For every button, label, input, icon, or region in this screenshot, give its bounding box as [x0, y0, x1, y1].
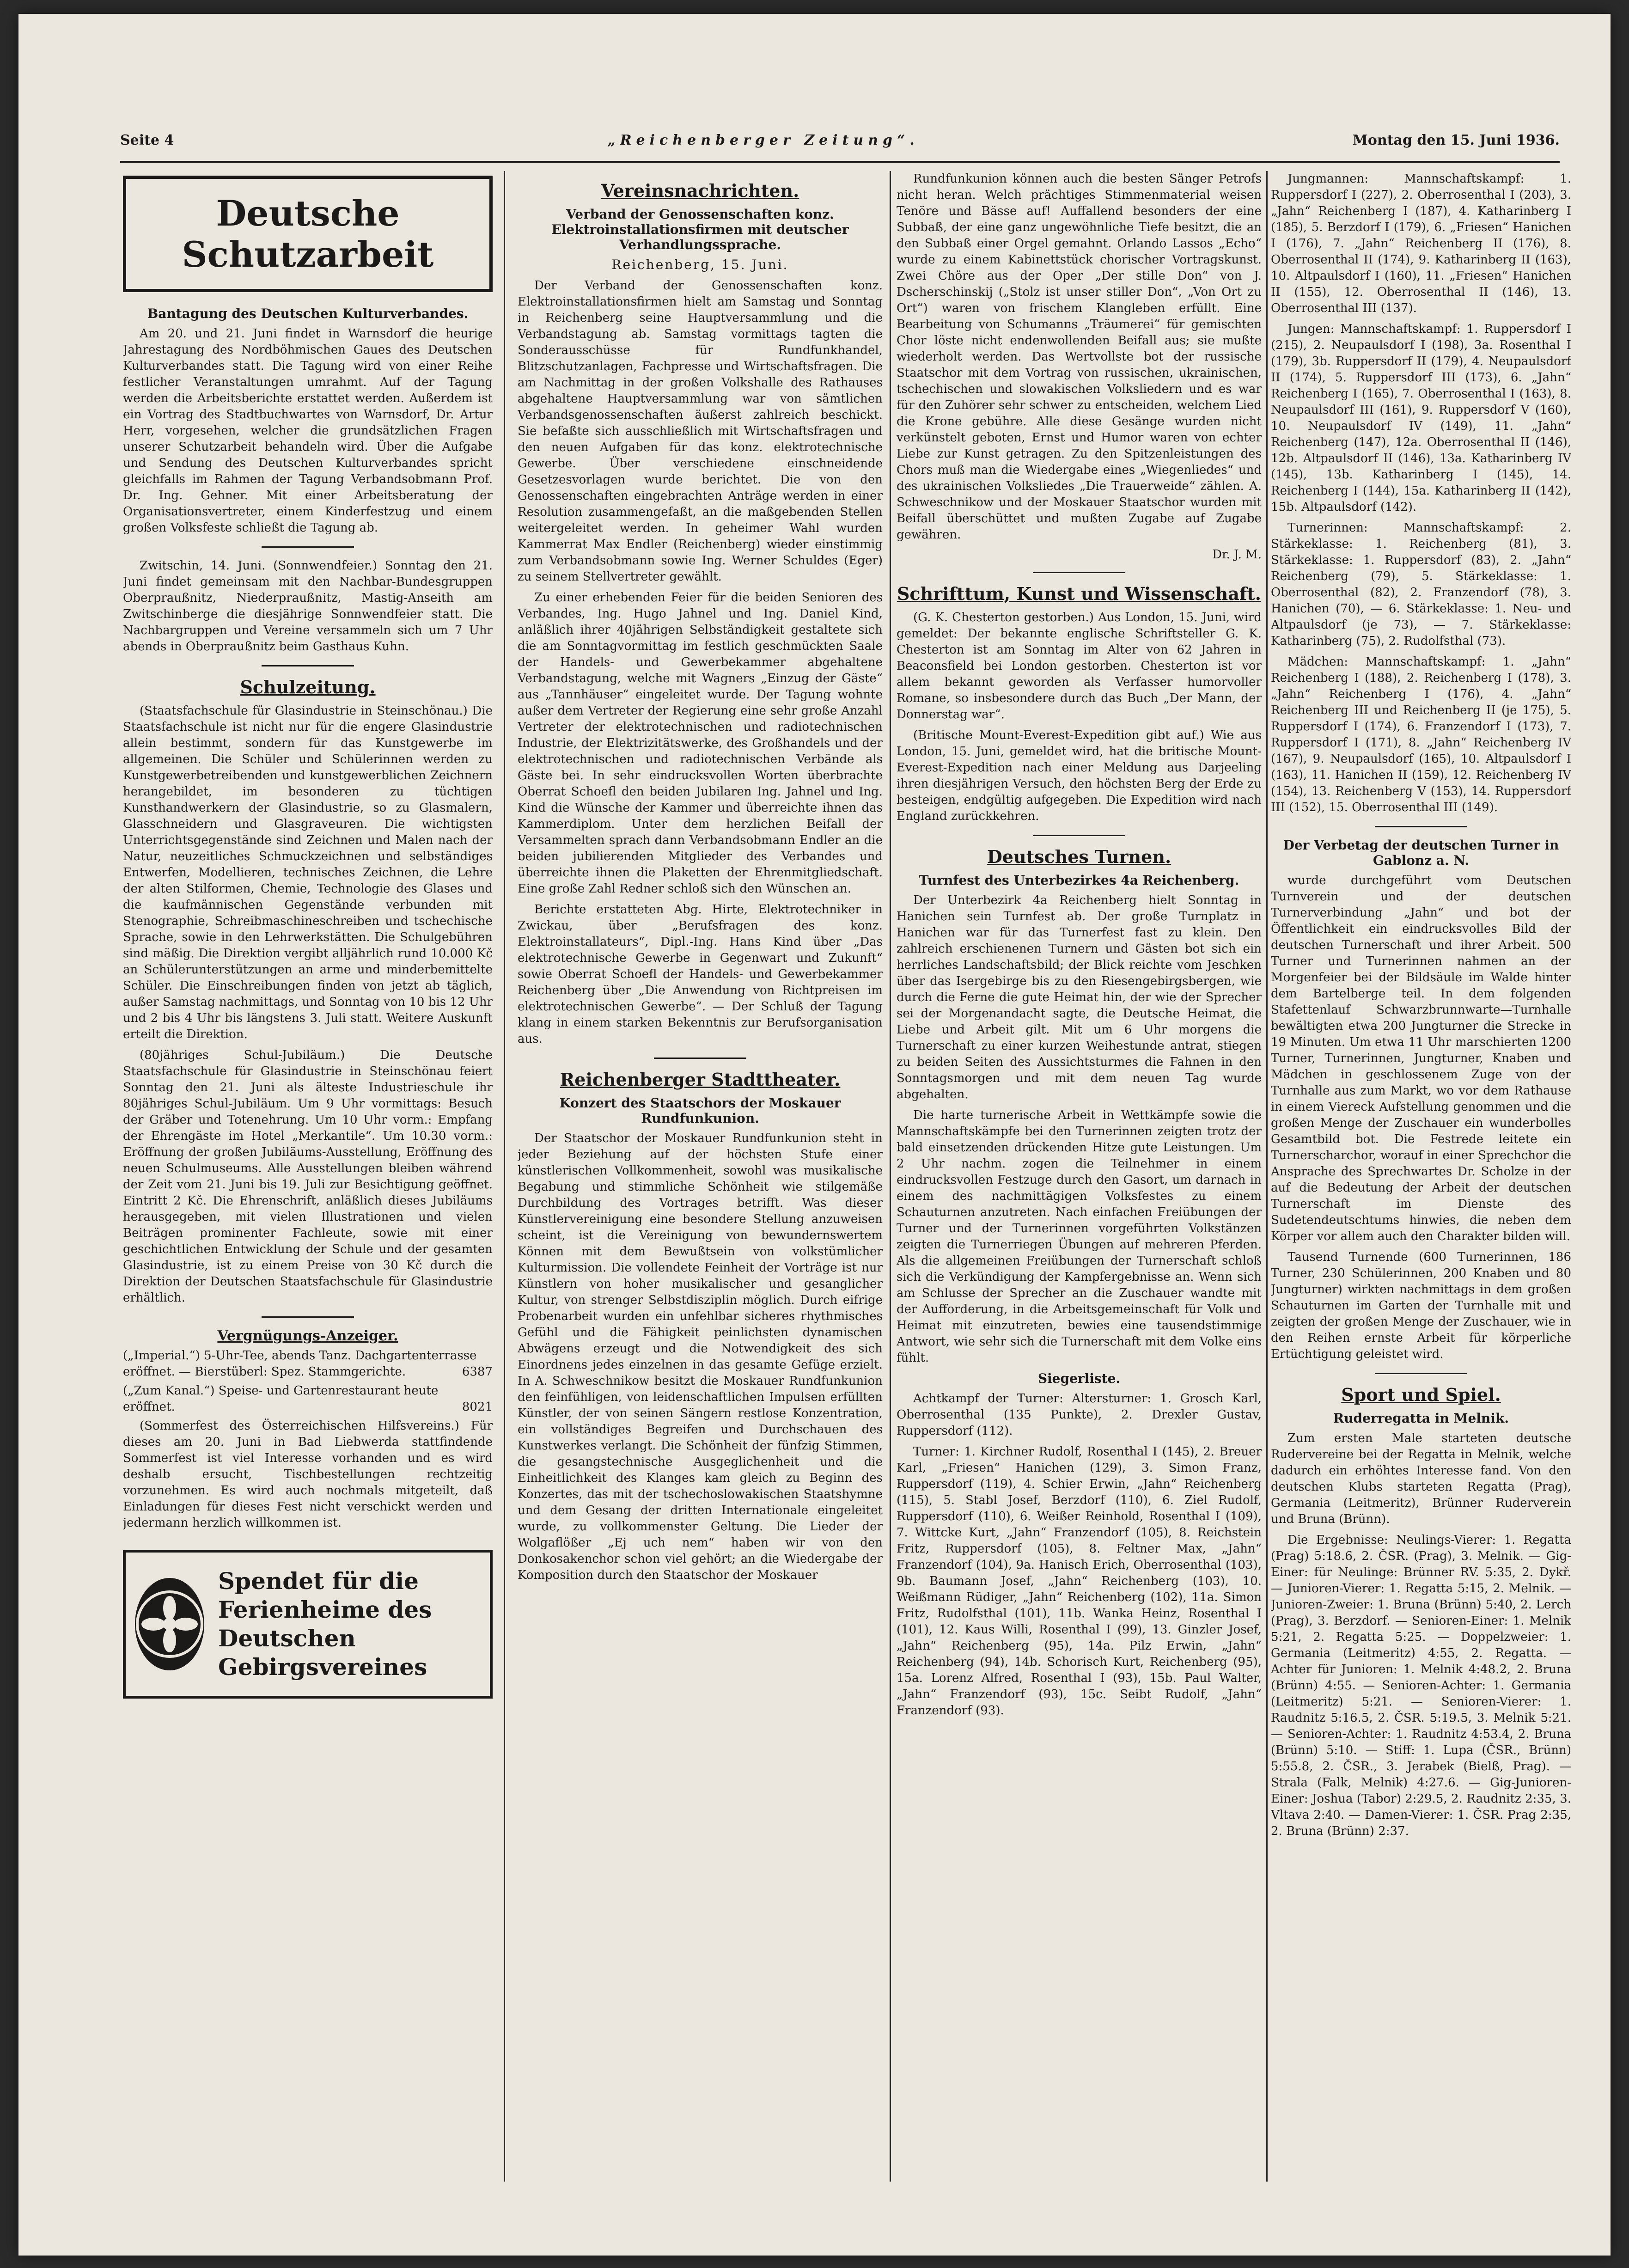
section-title-turnen: Deutsches Turnen. [987, 846, 1171, 867]
section-title-schrifttum: Schrifttum, Kunst und Wissenschaft. [897, 583, 1262, 604]
article-paragraph: Am 20. und 21. Juni findet in Warnsdorf die heurige Jahrestagung des Nordböhmischen Gaues des Deutschen Kulturverbandes statt. Die Tagung wird von einer Reihe festlicher Veranstaltungen umrahmt. Auf der Tagung werden die Arbeitsberichte erstattet werden. Außerdem ist ein Vortrag des Stadtbuchwartes von Warnsdorf, Dr. Artur Herr, vorgesehen, welcher die grundsätzlichen Fragen unserer Schutzarbeit behandeln wird. Über die Aufgabe und Sendung des Deutschen Kulturverbandes spricht gleichfalls im Rahmen der Tagung Verbandsobmann Prof. Dr. Ing. Gehner. Mit einer Arbeitsberatung der Organisationsvertreter, einem Kinderfestzug und einem großen Volksfeste schließt die Tagung ab. [123, 327, 493, 535]
article-paragraph: (G. K. Chesterton gestorben.) Aus London, 15. Juni, wird gemeldet: Der bekannte englische Schriftsteller G. K. Chesterton ist am Sonntag im Alter von 62 Jahren in Beaconsfield bei London gestorben. Chesterton ist vor allem bekannt geworden als Verfasser humorvoller Romane, so insbesondere durch das Buch „Der Mann, der Donnerstag war“. [897, 611, 1262, 721]
ad-number: 8021 [462, 1400, 493, 1414]
column-3 [897, 171, 1262, 2182]
divider [654, 1058, 746, 1059]
column-1 [123, 171, 493, 2182]
divider [262, 1316, 354, 1318]
ad-entry [123, 1383, 493, 1415]
section-title-vergnuegungen: Vergnügungs-Anzeiger. [217, 1328, 398, 1344]
article-paragraph: Turner: 1. Kirchner Rudolf, Rosenthal I (145), 2. Breuer Karl, „Friesen“ Hanichen (129), 3. Simon Franz, Ruppersdorf (119), 4. Schier Erwin, „Jahn“ Reichenberg (115), 5. Stabl Josef, Berzdorf (110), 6. Ziel Rudolf, Ruppersdorf (110), 6. Weißer Reinhold, Rosenthal I (109), 7. Wittcke Kurt, „Jahn“ Franzendorf (105), 8. Reichstein Fritz, Ruppersdorf (105), 8. Feltner Max, „Jahn“ Franzendorf (104), 9a. Hanisch Erich, Oberrosenthal (103), 9b. Baumann Josef, „Jahn“ Reichenberg (103), 10. Weißmann Rüdiger, „Jahn“ Reichenberg (102), 11a. Simon Fritz, Rudolfsthal (101), 11b. Wanka Heinz, Rosenthal I (101), 12. Kaus Willi, Rosenthal I (99), 13. Ginzler Josef, „Jahn“ Reichenberg (95), 14a. Pilz Erwin, „Jahn“ Reichenberg (94), 14b. Schorisch Kurt, Reichenberg (95), 15a. Lorenz Alfred, Rosenthal I (93), 15b. Paul Walter, „Jahn“ Franzendorf (93), 15c. Seibt Rudolf, „Jahn“ Franzendorf (93). [897, 1445, 1262, 1718]
article-subtitle: Turnfest des Unterbezirkes 4a Reichenberg. [919, 873, 1239, 888]
article-subtitle: Bantagung des Deutschen Kulturverbandes. [147, 306, 469, 321]
column-2 [518, 171, 883, 2182]
article-paragraph: (Staatsfachschule für Glasindustrie in Steinschönau.) Die Staatsfachschule ist nicht nur für die engere Glasindustrie allein bestimmt, sondern für das Kunstgewerbe im allgemeinen. Die Schüler und Schülerinnen werden zu Kunstgewerbetreibenden und kunstgewerblichen Zeichnern herangebildet, im besonderen zu tüchtigen Kunsthandwerkern der Glasindustrie, so zu Glasmalern, Glasschneidern und Glasgraveuren. Die wichtigsten Unterrichtsgegenstände sind Zeichnen und Malen nach der Natur, neuzeitliches Schmuckzeichnen und selbständiges Entwerfen, Modellieren, technisches Zeichnen, die Lehre der alten Stilformen, Chemie, Technologie des Glases und die kaufmännischen Gegenstände verbunden mit Stenographie, Schreibmaschineschreiben und tschechische Sprache, sowie in den Lehrwerkstätten. Die Schulgebühren sind mäßig. Die Direktion vergibt alljährlich rund 10.000 Kč an Schülerunterstützungen an arme und minderbemittelte Schüler. Die Einschreibungen finden von jetzt ab täglich, außer Samstag nachmittags, und Sonntag von 10 bis 12 Uhr und 2 bis 4 Uhr bis längstens 3. Juli statt. Weitere Auskunft erteilt die Direktion. [123, 704, 493, 1041]
edelweiss-emblem-icon [135, 1578, 204, 1670]
column-rule [1266, 171, 1268, 2182]
article-paragraph: wurde durchgeführt vom Deutschen Turnverein und der deutschen Turnerverbindung „Jahn“ und bot der Öffentlichkeit ein eindrucksvolles Bild der deutschen Turnerschaft und ihrer Arbeit. 500 Turner und Turnerinnen nahmen an der Morgenfeier bei der Bildsäule im Walde hinter dem Bartelberge teil. In dem folgenden Stafettenlauf Schwarzbrunnwarte—Turnhalle bewältigten etwa 200 Jungturner die Strecke in 19 Minuten. Um etwa 11 Uhr marschierten 1200 Turner, Turnerinnen, Jungturner, Knaben und Mädchen in geschlossenem Zuge von der Turnhalle aus zum Markt, wo vor dem Rathause in einem Viereck Aufstellung genommen und die großen Menge der Zuschauer ein wunderbolles Gesamtbild bot. Die Festrede leitete ein Turnerscharchor, worauf in einer Sprechchor die Ansprache des Sprechwartes Dr. Scholze in der auf die Bedeutung der Arbeit der deutschen Turnerschaft im Dienste des Sudetendeutschtums hinwies, die neben dem Körper vor allem auch den Charakter bilden will. [1271, 874, 1571, 1243]
divider [1033, 835, 1125, 836]
ad-text: („Zum Kanal.“) Speise- und Gartenrestaurant heute eröffnet. [123, 1384, 439, 1414]
article-paragraph: Die harte turnerische Arbeit in Wettkämpfe sowie die Mannschaftskämpfe bei den Turnerinnen zeigten trotz der bald einsetzenden drückenden Hitze gute Leistungen. Um 2 Uhr nachm. zogen die Teilnehmer in einem eindrucksvollen Festzuge durch den Gasort, um darnach in einem des nachmittägigen Volksfestes zu einem Schauturnen anzutreten. Nach einfachen Freiübungen der Turner und der Turnerinnen vorgeführten Volkstänzen zeigten die Turnerriegen Übungen auf mehreren Pferden. Als die allgemeinen Freiübungen der Turnerschaft schloß sich die Verkündigung der Kampfergebnisse an. Wenn sich am Schlusse der Sprecher an die Zuschauer wandte mit der Aufforderung, in die Arbeitsgemeinschaft für Volk und Heimat mit einzutreten, bewies eine tausendstimmige Antwort, wie sehr sich die Turnerschaft mit dem Volke eins fühlt. [897, 1108, 1262, 1365]
issue-date: Montag den 15. Juni 1936. [1352, 132, 1560, 148]
page-number: Seite 4 [120, 132, 174, 148]
newspaper-page [18, 14, 1611, 2256]
ad-number: 6387 [462, 1365, 493, 1379]
article-paragraph: Mädchen: Mannschaftskampf: 1. „Jahn“ Reichenberg I (188), 2. Reichenberg I (178), 3. „Jahn“ Reichenberg I (176), 4. „Jahn“ Reichenberg III und Reichenberg II (je 175), 5. Ruppersdorf I (174), 6. Franzendorf I (173), 7. Ruppersdorf I (171), 8. „Jahn“ Reichenberg IV (167), 9. Neupaulsdorf (165), 10. Altpaulsdorf I (163), 11. Hanichen II (159), 12. Reichenberg IV (154), 13. Reichenberg V (153), 14. Ruppersdorf III (152), 15. Oberrosenthal III (149). [1271, 655, 1571, 814]
article-paragraph: Jungmannen: Mannschaftskampf: 1. Ruppersdorf I (227), 2. Oberrosenthal I (203), 3. „Jahn“ Reichenberg I (187), 4. Katharinberg I (185), 5. Berzdorf I (179), 6. „Friesen“ Hanichen I (176), 7. „Jahn“ Reichenberg II (176), 8. Oberrosenthal II (174), 9. Katharinberg II (163), 10. Altpaulsdorf I (160), 11. „Friesen“ Hanichen II (155), 12. Oberrosenthal II (146), 13. Oberrosenthal III (137). [1271, 172, 1571, 315]
article-paragraph: (80jähriges Schul-Jubiläum.) Die Deutsche Staatsfachschule für Glasindustrie in Steinschönau feiert Sonntag den 21. Juni als älteste Industrieschule ihr 80jähriges Schul-Jubiläum. Um 9 Uhr vormittags: Besuch der Gräber und Totenehrung. Um 10 Uhr vorm.: Empfang der Ehrengäste im Hotel „Merkantile“. Um 10.30 vorm.: Eröffnung der großen Jubiläums-Ausstellung, Eröffnung des neuen Schulmuseums. Alle Ausstellungen bleiben während der Zeit vom 21. Juni bis 19. Juli zur Besichtigung geöffnet. Eintritt 2 Kč. Die Ehrenschrift, anläßlich dieses Jubiläums herausgegeben, mit vielen Illustrationen und vielen Beiträgen prominenter Fachleute, sowie mit einer geschichtlichen Entwicklung der Schule und der gesamten Glasindustrie, ist zu einem Preise von 30 Kč durch die Direktion der Deutschen Staatsfachschule für Glasindustrie erhältlich. [123, 1048, 493, 1305]
article-paragraph: Rundfunkunion können auch die besten Sänger Petrofs nicht heran. Welch prächtiges Stimmenmaterial weisen Tenöre und Bässe auf! Auffallend besonders der eine Subbaß, der eine ganz ungewöhnliche Tiefe besitzt, die an den Subbaß einer Orgel gemahnt. Orlando Lassos „Echo“ wurde zu einem Kabinettstück chorischer Vortragskunst. Zwei Chöre aus der Oper „Der stille Don“ von J. Dscherschinskij („Stolz ist unser stiller Don“, „Von Ort zu Ort“) waren von frischem Klangleben erfüllt. Eine Bearbeitung von Schumanns „Träumerei“ für gemischten Chor löste nicht endenwollenden Beifall aus; sie mußte wiederholt werden. Das Wertvollste bot der russische Staatschor mit dem Vortrag von russischen, ukrainischen, tschechischen und slowakischen Volksliedern und es war für den Zuhörer sehr schwer zu entscheiden, welchem Lied die Krone gebühre. Alle diese Gesänge wurden nicht verkünstelt geboten, Ernst und Humor waren von echter Liebe zur Kunst getragen. Zu den Spitzenleistungen des Chors muß man die Wiedergabe eines „Wiegenliedes“ und des ukrainischen Volksliedes „Die Trauerweide“ zählen. A. Schweschnikow und der Moskauer Staatschor wurden mit Beifall überschüttet und mußten Zugabe auf Zugabe gewähren. [897, 172, 1262, 542]
author-signature: Dr. J. M. [1212, 548, 1262, 562]
article-paragraph: Der Staatschor der Moskauer Rundfunkunion steht in jeder Beziehung auf der höchsten Stufe einer künstlerischen Vollkommenheit, sowohl was musikalische Begabung und stimmliche Schönheit wie stilgemäße Durchbildung des Vortrages betrifft. Was dieser Künstlervereinigung eine besondere Stellung anzuweisen scheint, ist die Vereinigung von bewundernswertem Können mit dem Bewußtsein von volkstümlicher Kulturmission. Die vollendete Feinheit der Vorträge ist nur Künstlern von hoher musikalischer und gesanglicher Kultur, von strenger Selbstdisziplin möglich. Durch eifrige Probenarbeit wurden ein unfehlbar sicheres rhythmisches Gefühl und die Fähigkeit peinlichsten dynamischen Abwägens erzeugt und die Notwendigkeit des sich Einordnens jedes einzelnen in das gesamte Gefüge erzielt. In A. Schweschnikow besitzt die Moskauer Rundfunkunion den feinfühligen, von leidenschaftlichen Impulsen erfüllten Künstler, der von seinen Sängern restlose Konzentration, ein vollständiges Begreifen und Durchschauen des Kunstwerkes verlangt. Die Schönheit der fünfzig Stimmen, die gesangstechnische Ausgeglichenheit und die Einheitlichkeit des Klanges kam gleich zu Beginn des Konzertes, das mit der tschechoslowakischen Staatshymne und dem Gesang der dritten Internationale eingeleitet wurde, zu vollkommenster Geltung. Die Lieder der Wolgaflößer „Ej uch nem“ haben wir von den Donkosakenchor schon viel gehört; an die Wiedergabe der Komposition durch den Staatschor der Moskauer [518, 1131, 883, 1582]
divider [262, 665, 354, 666]
article-paragraph: Zwitschin, 14. Juni. (Sonnwendfeier.) Sonntag den 21. Juni findet gemeinsam mit den Nachbar-Bundesgruppen Oberpraußnitz, Niederpraußnitz, Mastig-Anseith am Zwitschinberge die diesjährige Sonnwendfeier statt. Die Nachbargruppen und Vereine versammeln sich um 7 Uhr abends in Oberpraußnitz beim Gasthaus Kuhn. [123, 559, 493, 654]
article-paragraph: Zu einer erhebenden Feier für die beiden Senioren des Verbandes, Ing. Hugo Jahnel und Ing. Daniel Kind, anläßlich ihrer 40jährigen Selbständigkeit gestaltete sich die am Sonntagvormittag im festlich geschmückten Saale der Handels- und Gewerbekammer abgehaltene Verbandstagung, welche mit Wagners „Einzug der Gäste“ aus „Tannhäuser“ eingeleitet wurde. Der Tagung wohnte außer dem Vertreter der Regierung eine sehr große Anzahl Vertreter der elektrotechnischen und radiotechnischen Industrie, der Elektrizitätswerke, des Großhandels und der elektrotechnischen und radiotechnischen Verbände als Gäste bei. In sehr eindrucksvollen Worten überbrachte Oberrat Schoefl den beiden Jubilaren Ing. Jahnel und Ing. Kind die Wünsche der Kammer und überreichte ihnen das Kammerdiplom. Unter dem herzlichen Beifall der Versammelten sprach dann Verbandsobmann Endler an die beiden jubilierenden Mitglieder des Verbandes und überreichte ihnen die Plaketten der Ehrenmitgliedschaft. Eine große Zahl Redner schloß sich den Wünschen an. [518, 591, 883, 896]
article-paragraph: Achtkampf der Turner: Altersturner: 1. Grosch Karl, Oberrosenthal (135 Punkte), 2. Drexler Gustav, Ruppersdorf (112). [897, 1392, 1262, 1438]
section-title-schutzarbeit: Deutsche Schutzarbeit [123, 176, 493, 292]
column-rule [504, 171, 505, 2182]
article-subtitle: Ruderregatta in Melnik. [1333, 1411, 1509, 1426]
results-heading: Siegerliste. [1037, 1371, 1121, 1386]
dateline: Reichenberg, 15. Juni. [611, 257, 789, 272]
divider [1375, 1373, 1467, 1374]
donation-ad-text: Spendet für die Ferienheime des Deutschen Gebirgsvereines [218, 1567, 432, 1681]
article-paragraph: Berichte erstatteten Abg. Hirte, Elektrotechniker in Zwickau, über „Berufsfragen des konz. Elektroinstallateurs“, Dipl.-Ing. Hans Kind über „Das elektrotechnische Gewerbe in Gegenwart und Zukunft“ sowie Oberrat Schoefl der Handels- und Gewerbekammer Reichenberg über „Die Anwendung von Richtpreisen im elektrotechnischen Gewerbe“. — Der Schluß der Tagung klang in einem starken Bekenntnis zur Berufsorganisation aus. [518, 903, 883, 1046]
article-subtitle: Verband der Genossenschaften konz. Elektroinstallationsfirmen mit deutscher Verhandlungssprache. [551, 207, 849, 252]
divider [262, 546, 354, 548]
article-paragraph: Der Verband der Genossenschaften konz. Elektroinstallationsfirmen hielt am Samstag und Sonntag in Reichenberg seine Hauptversammlung und die Verbandstagung ab. Samstag vormittags tagten die Sonderausschüsse für Rundfunkhandel, Blitzschutzanlagen, Fachpresse und Wirtschaftsfragen. Die am Nachmittag in der großen Volkshalle des Rathauses abgehaltene Hauptversammlung war von sämtlichen Verbandsgenossenschaften äußerst zahlreich beschickt. Sie befaßte sich ausschließlich mit Wirtschaftsfragen und den neuen Aufgaben für das konz. elektrotechnische Gewerbe. Über verschiedene einschneidende Gesetzesvorlagen wurde berichtet. Die von den Genossenschaften eingebrachten Anträge werden in einer Resolution zusammengefaßt, an die maßgebenden Stellen weitergeleitet werden. In geheimer Wahl wurden Kammerrat Max Endler (Reichenberg) wieder einstimmig zum Verbandsobmann sowie Ing. Werner Schuldes (Eger) zu seinem Stellvertreter gewählt. [518, 279, 883, 584]
article-paragraph: Zum ersten Male starteten deutsche Rudervereine bei der Regatta in Melnik, welche dadurch ein erhöhtes Interesse fand. Von den deutschen Klubs starteten Regatta (Prag), Germania (Leitmeritz), Brünner Ruderverein und Bruna (Brünn). [1271, 1431, 1571, 1526]
article-paragraph: (Sommerfest des Österreichischen Hilfsvereins.) Für dieses am 20. Juni in Bad Liebwerda stattfindende Sommerfest ist viel Interesse vorhanden und es wird deshalb ersucht, Tischbestellungen rechtzeitig vorzunehmen. Es wird auch nochmals mitgeteilt, daß Einladungen für dieses Fest nicht verschickt werden und jedermann herzlich willkommen ist. [123, 1419, 493, 1530]
section-title-vereinsnachrichten: Vereinsnachrichten. [601, 180, 799, 201]
article-paragraph: Die Ergebnisse: Neulings-Vierer: 1. Regatta (Prag) 5:18.6, 2. ČSR. (Prag), 3. Melnik. — Gig-Einer: für Neulinge: Brünner RV. 5:35, 2. Dykř. — Junioren-Vierer: 1. Regatta 5:15, 2. Melnik. — Junioren-Zweier: 1. Bruna (Brünn) 5:40, 2. Lerch (Prag), 3. Berzdorf. — Senioren-Einer: 1. Melnik 5:21, 2. Regatta 5:25. — Doppelzweier: 1. Germania (Leitmeritz) 4:55, 2. Regatta. — Achter für Junioren: 1. Melnik 4:48.2, 2. Bruna (Brünn) 4:55. — Senioren-Achter: 1. Germania (Leitmeritz) 5:21. — Senioren-Vierer: 1. Raudnitz 5:16.5, 2. ČSR. 5:19.5, 3. Melnik 5:21. — Senioren-Achter: 1. Raudnitz 4:53.4, 2. Bruna (Brünn) 5:10. — Stiff: 1. Lupa (ČSR., Brünn) 5:55.8, 2. ČSR., 3. Jerabek (Bielß, Prag). — Strala (Falk, Melnik) 4:27.6. — Gig-Junioren-Einer: Joshua (Tabor) 2:29.5, 2. Raudnitz 2:35, 3. Vltava 2:40. — Damen-Vierer: 1. ČSR. Prag 2:35, 2. Bruna (Brünn) 2:37. [1271, 1533, 1571, 1838]
article-paragraph: Turnerinnen: Mannschaftskampf: 2. Stärkeklasse: 1. Reichenberg (81), 3. Stärkeklasse: 1. Ruppersdorf (83), 2. „Jahn“ Reichenberg (79), 5. Stärkeklasse: 1. Oberrosenthal (82), 2. Franzendorf (78), 3. Hanichen (70), — 6. Stärkeklasse: 1. Neu- und Altpaulsdorf (je 73), — 7. Stärkeklasse: Katharinberg (75), 2. Rudolfsthal (73). [1271, 521, 1571, 648]
newspaper-name: „Reichenberger Zeitung“. [607, 132, 919, 148]
article-subtitle: Konzert des Staatschors der Moskauer Rundfunkunion. [559, 1095, 841, 1126]
article-paragraph: (Britische Mount-Everest-Expedition gibt auf.) Wie aus London, 15. Juni, gemeldet wird, hat die britische Mount-Everest-Expedition nach einer Meldung aus Darjeeling ihren diesjährigen Versuch, den höchsten Berg der Erde zu besteigen, endgültig aufgegeben. Die Expedition wird nach England zurückkehren. [897, 728, 1262, 823]
ad-text: („Imperial.“) 5-Uhr-Tee, abends Tanz. Dachgartenterrasse eröffnet. — Bierstüberl: Spez. Stammgerichte. [123, 1349, 477, 1379]
section-title-stadttheater: Reichenberger Stadttheater. [560, 1069, 841, 1090]
section-title-sport: Sport und Spiel. [1341, 1384, 1501, 1405]
column-rule [890, 171, 891, 2182]
article-paragraph: Der Unterbezirk 4a Reichenberg hielt Sonntag in Hanichen sein Turnfest ab. Der große Turnplatz in Hanichen war für das Turnerfest fast zu klein. Den zahlreich erschienenen Turnern und Gästen bot sich ein herrliches Landschaftsbild; der Blick reichte vom Jeschken über das Isergebirge bis zu den Riesengebirgsbergen, wie durch die Ferne die gute Heimat hin, der wie der Sprecher sei der Morgenandacht sagte, die Deutsche Heimat, die Liebe und Arbeit gilt. Mit um 6 Uhr morgens die Turnerschaft zu einer kurzen Weihestunde antrat, stiegen zu beiden Seiten des Aussichtsturmes die Fahnen in den Sonntagsmorgen und mit dem neuen Tag wurde abgehalten. [897, 893, 1262, 1101]
ad-entry [123, 1348, 493, 1380]
donation-ad [123, 1550, 493, 1699]
divider [1033, 572, 1125, 573]
page-header [120, 119, 1560, 163]
section-title-schulzeitung: Schulzeitung. [240, 677, 376, 697]
divider [1375, 826, 1467, 827]
article-paragraph: Tausend Turnende (600 Turnerinnen, 186 Turner, 230 Schülerinnen, 200 Knaben und 80 Jungturner) wirkten nachmittags in dem großen Schauturnen im Garten der Turnhalle mit und zeigten der großen Menge der Zuschauer, wie in den Reihen ernste Arbeit für körperliche Ertüchtigung geleistet wird. [1271, 1250, 1571, 1361]
column-4 [1271, 171, 1571, 2182]
article-subtitle: Der Verbetag der deutschen Turner in Gablonz a. N. [1283, 838, 1559, 868]
article-paragraph: Jungen: Mannschaftskampf: 1. Ruppersdorf I (215), 2. Neupaulsdorf I (198), 3a. Rosenthal I (179), 3b. Ruppersdorf II (179), 4. Neupaulsdorf II (174), 5. Ruppersdorf III (173), 6. „Jahn“ Reichenberg I (165), 7. Oberrosenthal I (163), 8. Neupaulsdorf III (161), 9. Ruppersdorf V (160), 10. Neupaulsdorf IV (149), 11. „Jahn“ Reichenberg (147), 12a. Oberrosenthal II (146), 12b. Altpaulsdorf II (146), 13a. Katharinberg IV (145), 13b. Katharinberg I (145), 14. Reichenberg I (144), 15a. Katharinberg II (142), 15b. Altpaulsdorf (142). [1271, 322, 1571, 514]
